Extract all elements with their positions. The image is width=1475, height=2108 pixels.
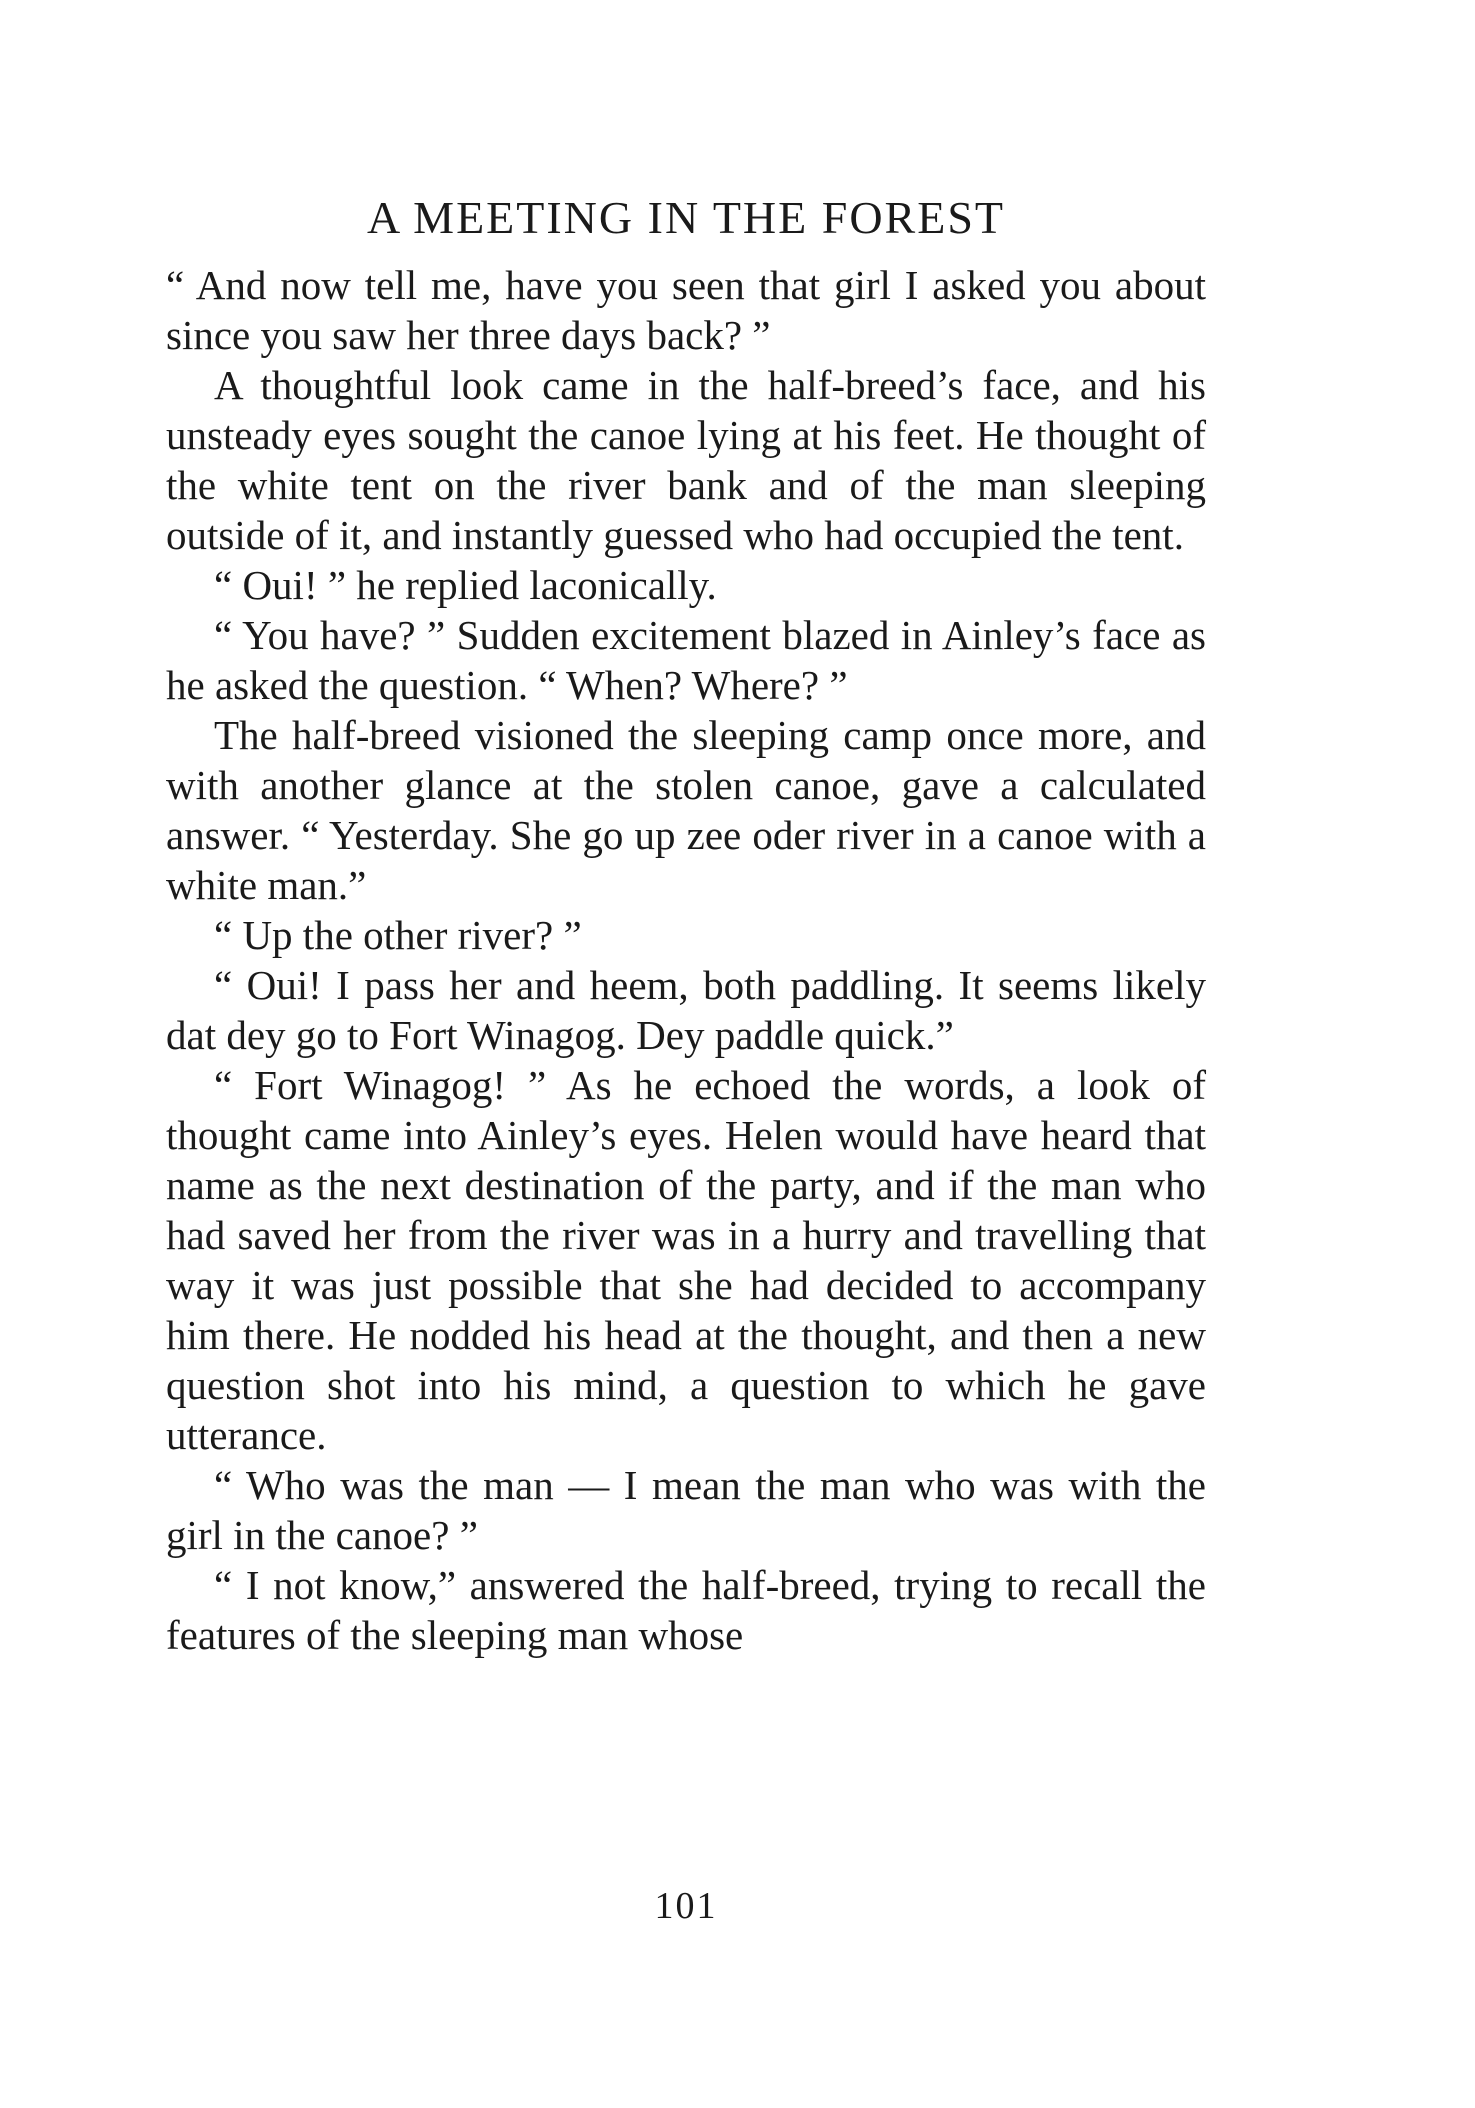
paragraph: “ Up the other river? ” [214, 912, 582, 958]
page-body [166, 260, 1206, 1660]
paragraph: “ You have? ” Sudden excitement blazed in Ainley’s face as he asked the question. “ When? Where? ” [166, 612, 1206, 708]
paragraph: “ Fort Winagog! ” As he echoed the words, a look of thought came into Ainley’s eyes. Helen would have heard that name as the next destination of the party, and if the man who had saved her from the river was in a hurry and travelling that way it was just possible that she had decided to accompany him there. He nodded his head at the thought, and then a new question shot into his mind, a question to which he gave utterance. [166, 1062, 1206, 1458]
paragraph: “ Oui! ” he replied laconically. [214, 562, 717, 608]
running-head: A MEETING IN THE FOREST [366, 192, 1006, 243]
paragraph: The half-breed visioned the sleeping camp once more, and with another glance at the stolen canoe, gave a calculated answer. “ Yesterday. She go up zee oder river in a canoe with a white man.” [166, 712, 1206, 908]
paragraph: A thoughtful look came in the half-breed’s face, and his unsteady eyes sought the canoe lying at his feet. He thought of the white tent on the river bank and of the man sleeping outside of it, and instantly guessed who had occupied the tent. [166, 362, 1206, 558]
paragraph: “ Oui! I pass her and heem, both paddling. It seems likely dat dey go to Fort Winagog. Dey paddle quick.” [166, 962, 1206, 1058]
paragraph: “ Who was the man — I mean the man who was with the girl in the canoe? ” [166, 1462, 1206, 1558]
paragraph: “ And now tell me, have you seen that girl I asked you about since you saw her three days back? ” [166, 262, 1206, 358]
page-number: 101 [654, 1885, 718, 1927]
paragraph: “ I not know,” answered the half-breed, trying to recall the features of the sleeping man whose [166, 1562, 1206, 1658]
